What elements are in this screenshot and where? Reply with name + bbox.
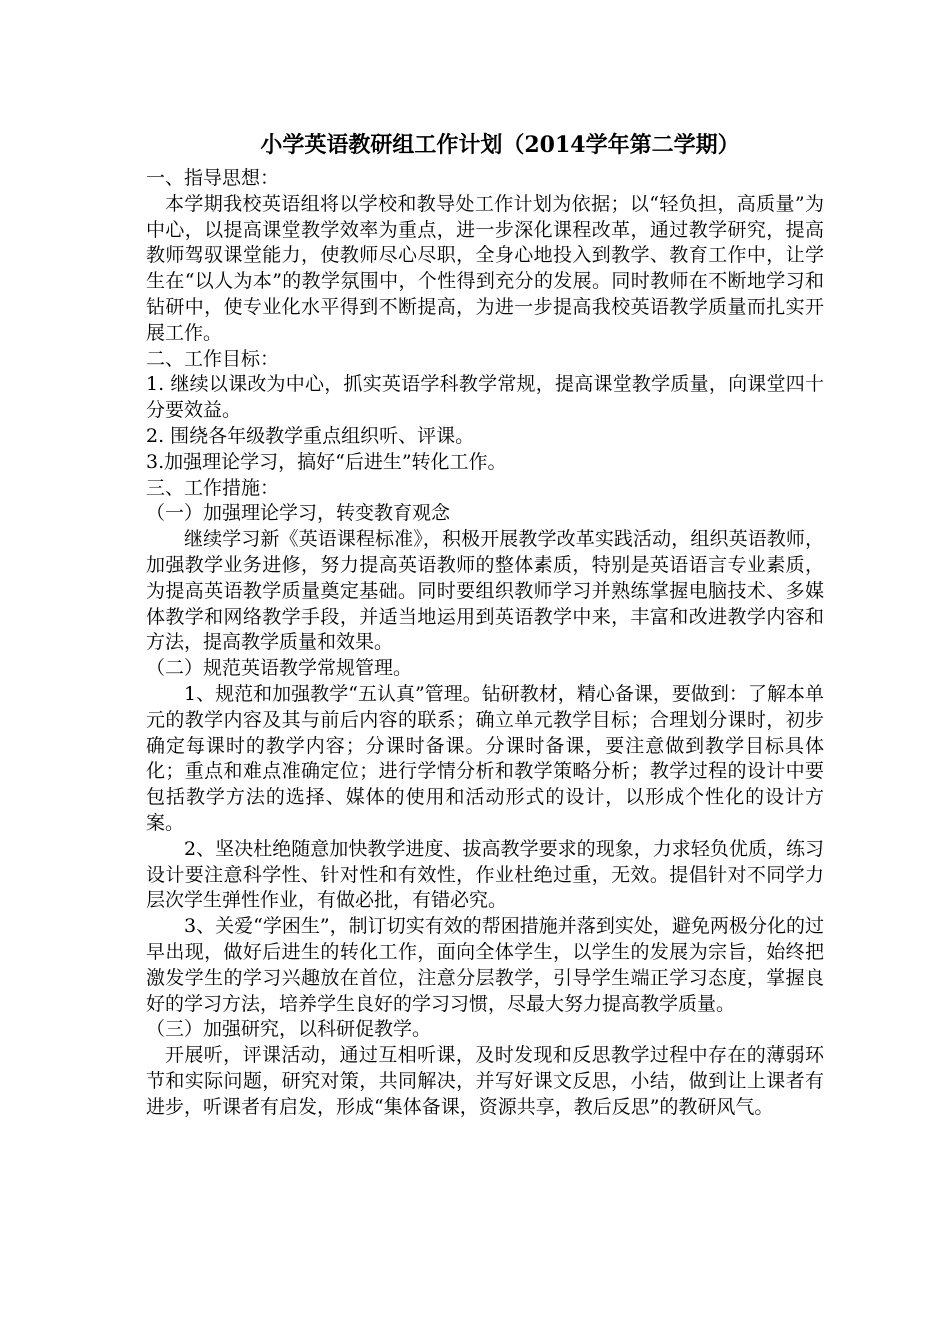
teaching-routine-paragraph-1: 1、规范和加强教学“五认真”管理。钻研教材，精心备课，要做到：了解本单元的教学内容及其与前后内容的联系；确立单元教学目标；合理划分课时，初步确定每课时的教学内容；分课时备课。分课时备课，要注意做到教学目标具体化；重点和难点准确定位；进行学情分析和教学策略分析；教学过程的设计中要包括教学方法的选择、媒体的使用和活动形式的设计，以形成个性化的设计方案。 [146,682,824,834]
subsection-heading-theory-study: （一）加强理论学习，转变教育观念 [146,502,451,525]
section-heading-guiding-ideology: 一、指导思想： [146,167,280,189]
guiding-ideology-paragraph: 本学期我校英语组将以学校和教导处工作计划为依据；以“轻负担，高质量”为中心，以提高课堂教学效率为重点，进一步深化课程改革，通过教学研究，提高教师驾驭课堂能力，使教师尽心尽职，全身心地投入到教学、教育工作中，让学生在“以人为本”的教学氛围中，个性得到充分的发展。同时教师在不断地学习和钻研中，使专业化水平得到不断提高，为进一步提高我校英语教学质量而扎实开展工作。 [146,192,824,344]
document-page [146,130,824,1120]
teaching-routine-paragraph-2: 2、坚决杜绝随意加快教学进度、拔高教学要求的现象，力求轻负优质，练习设计要注意科学性、针对性和有效性，作业杜绝过重，无效。提倡针对不同学力层次学生弹性作业，有做必批，有错必究。 [146,837,824,912]
section-heading-work-measures: 三、工作措施： [146,476,280,499]
research-paragraph: 开展听，评课活动，通过互相听课，及时发现和反思教学过程中存在的薄弱环节和实际问题，研究对策，共同解决，并写好课文反思，小结，做到让上课者有进步，听课者有启发，形成“集体备课，资源共享，教后反思”的教研风气。 [146,1044,824,1118]
subsection-heading-teaching-routine: （二）规范英语教学常规管理。 [146,657,413,680]
document-title: 小学英语教研组工作计划（2014学年第二学期） [260,132,740,158]
goal-item-2: 2. 围绕各年级教学重点组织听、评课。 [146,424,475,447]
section-heading-work-goals: 二、工作目标： [146,347,280,370]
teaching-routine-paragraph-3: 3、关爱“学困生”，制订切实有效的帮困措施并落到实处，避免两极分化的过早出现，做好后进生的转化工作，面向全体学生，以学生的发展为宗旨，始终把激发学生的学习兴趣放在首位，注意分层教学，引导学生端正学习态度，掌握良好的学习方法，培养学生良好的学习习惯，尽最大努力提高教学质量。 [146,915,824,1015]
theory-study-paragraph: 继续学习新《英语课程标准》，积极开展教学改革实践活动，组织英语教师，加强教学业务进修，努力提高英语教师的整体素质，特别是英语语言专业素质，为提高英语教学质量奠定基础。同时要组织教师学习并熟练掌握电脑技术、多媒体教学和网络教学手段，并适当地运用到英语教学中来，丰富和改进教学内容和方法，提高教学质量和效果。 [146,528,824,654]
goal-item-1: 1. 继续以课改为中心，抓实英语学科教学常规，提高课堂教学质量，向课堂四十分要效益。 [146,373,824,422]
subsection-heading-research: （三）加强研究，以科研促教学。 [146,1018,432,1041]
goal-item-3: 3.加强理论学习，搞好“后进生”转化工作。 [146,450,507,473]
